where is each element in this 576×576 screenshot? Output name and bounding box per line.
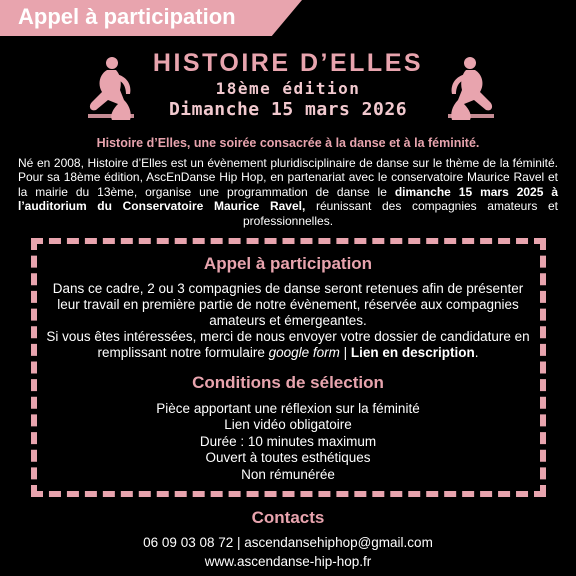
- call-text-2: Si vous êtes intéressées, merci de nous envoyer votre dossier de candidature en remplissant notre formulaire: [46, 329, 530, 360]
- conditions-list: [0, 401, 576, 483]
- intro-text-end: réunissant des compagnies amateurs et professionnelles.: [242, 199, 558, 228]
- banner-label: Appel à participation: [18, 4, 236, 29]
- period: .: [474, 345, 479, 360]
- event-date: Dimanche 15 mars 2026: [168, 99, 408, 120]
- conditions-title: Conditions de sélection: [192, 373, 384, 392]
- event-tagline: Histoire d’Elles, une soirée consacrée à la danse et à la féminité.: [96, 136, 480, 150]
- list-item: Non rémunérée: [241, 466, 335, 482]
- list-item: Ouvert à toutes esthétiques: [205, 450, 371, 466]
- call-title: Appel à participation: [203, 254, 373, 273]
- list-item: Lien vidéo obligatoire: [224, 417, 352, 433]
- intro-text: Né en 2008, Histoire d’Elles est un évènement pluridisciplinaire de danse sur le thème de la féminité. Pour sa 18ème édition, AscEnDanse Hip Hop, en partenariat avec le conservatoire Maurice Ravel et la mairie du 13ème, organise une programmation de danse le: [18, 156, 558, 199]
- call-paragraph: [40, 281, 536, 361]
- contacts-title: Contacts: [251, 508, 325, 527]
- call-text: Dans ce cadre, 2 ou 3 compagnies de danse seront retenues afin de présenter leur travail en première partie de notre évènement, réservée aux compagnies amateurs et émergeantes.: [52, 281, 524, 328]
- description-link[interactable]: Lien en description: [350, 345, 475, 360]
- list-item: Durée : 10 minutes maximum: [199, 433, 377, 449]
- phone-email[interactable]: 06 09 03 08 72 | ascendansehiphop@gmail.com: [143, 535, 433, 550]
- website-link[interactable]: www.ascendanse-hip-hop.fr: [204, 554, 372, 569]
- list-item: Pièce apportant une réflexion sur la féminité: [156, 401, 420, 416]
- separator: |: [339, 345, 351, 360]
- intro-paragraph: [18, 156, 558, 228]
- event-edition: 18ème édition: [215, 79, 361, 98]
- google-form-text: google form: [268, 345, 340, 360]
- event-title: HISTOIRE D’ELLES: [152, 49, 424, 77]
- intro-date-location: dimanche 15 mars 2025 à l’auditorium du Conservatoire Maurice Ravel,: [18, 184, 558, 214]
